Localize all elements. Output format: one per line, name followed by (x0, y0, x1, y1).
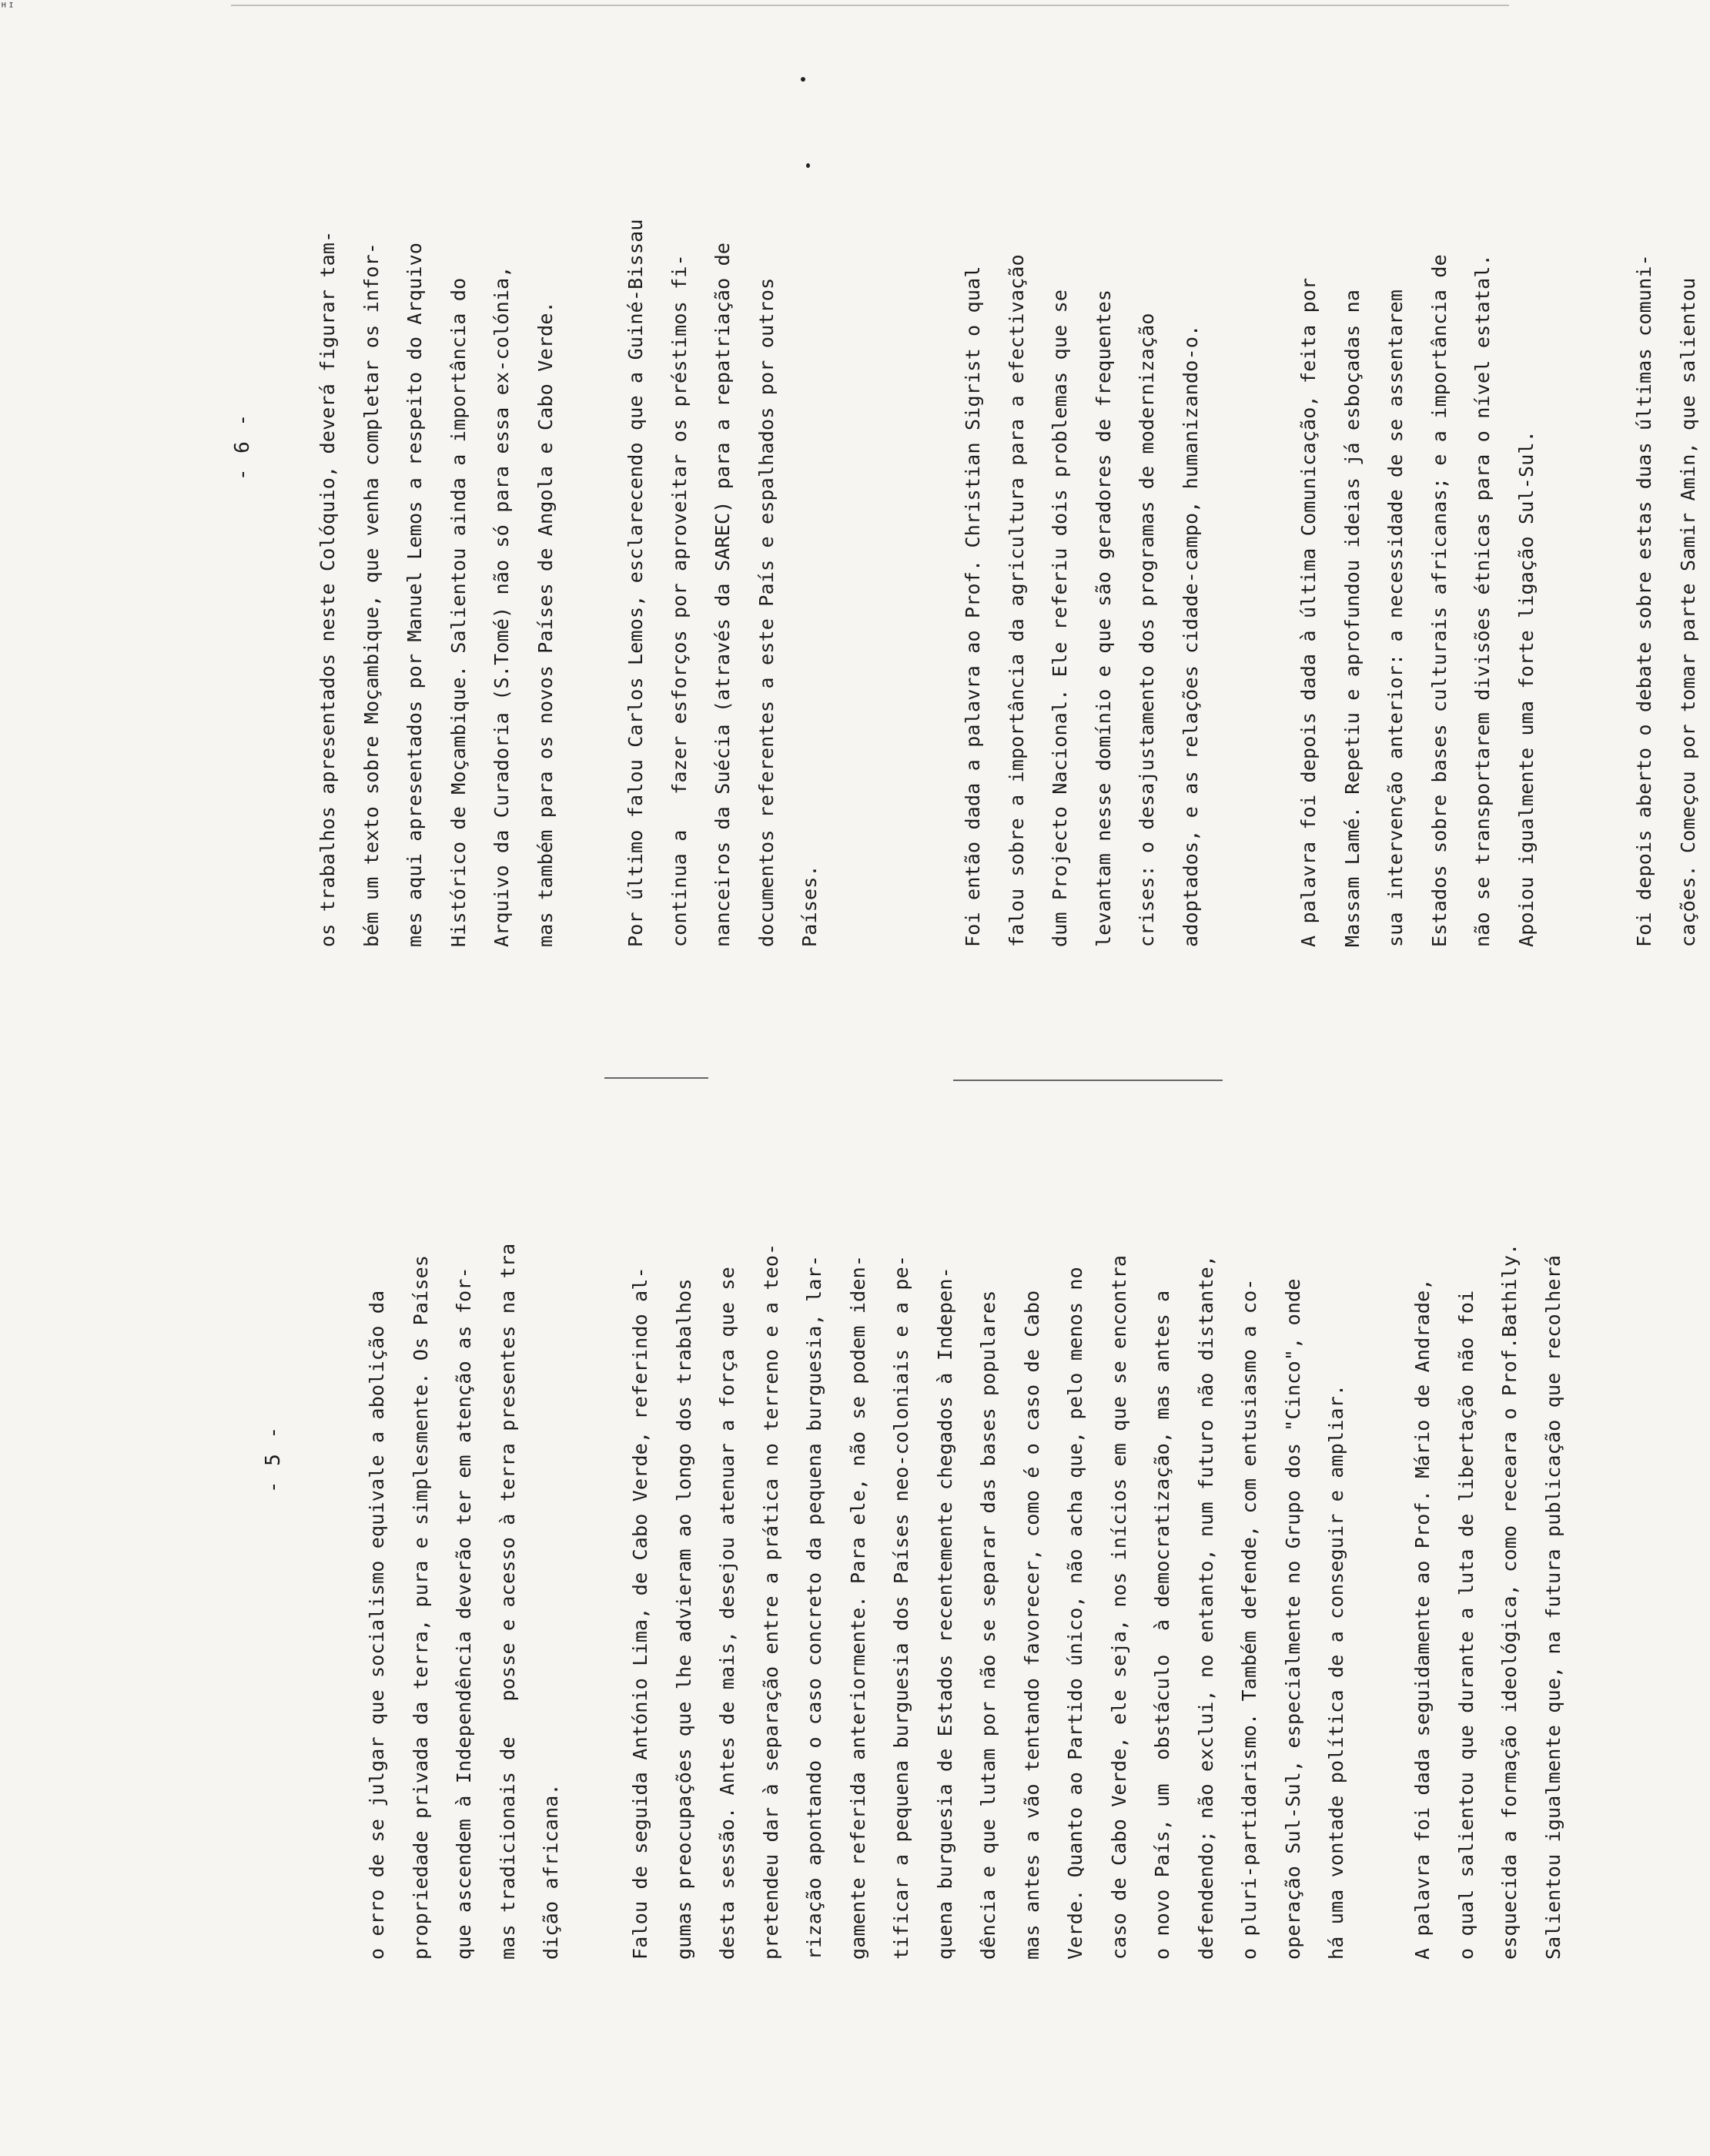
page-5 (262, 959, 1564, 1960)
paragraph: o erro de se julgar que socialismo equivale a abolição da propriedade privada da terra, pura e simplesmente. Os Países que ascendem à Independência deverão ter em atenção as for- mas tradicionais de posse e acesso à terra presentes na tra dição africana. (366, 1243, 562, 1960)
paragraph: A palavra foi dada seguidamente ao Prof. Mário de Andrade, o qual salientou que durante a luta de libertação não foi esquecida a formação ideológica, como receara o Prof.Bathily. Salientou igualmente que, na futura publicação que recolherá (1411, 1243, 1564, 1960)
paragraph: Foi então dada a palavra ao Prof. Christian Sigrist o qual falou sobre a importância da agricultura para a efectivação dum Projecto Nacional. Ele referiu dois problemas que se levantam nesse domínio e que são geradores de frequentes crises: o desajustamento dos programas de modernização adoptados, e as relações cidade-campo, humanizando-o. (962, 254, 1202, 947)
page-number: - 5 - (262, 1424, 285, 1494)
paragraph: Falou de seguida António Lima, de Cabo Verde, referindo al- gumas preocupações que lhe advieram ao longo dos trabalhos desta sessão. Antes de mais, desejou atenuar a força que se pretendeu dar à separação entre a prática no terreno e a teo- rização apontando o caso concreto da pequena burguesia, lar- gamente referida anteriormente. Para ele, não se podem iden- tificar a pequena burguesia dos Países neo-coloniais e a pe- quena burguesia de Estados recentemente chegados à Indepen- dência e que lutam por não se separar das bases populares mas antes a vão tentando favorecer, como é o caso de Cabo Verde. Quanto ao Partido único, não acha que, pelo menos no caso de Cabo Verde, ele seja, nos inícios em que se encontra o novo País, um obstáculo à democratização, mas antes a defendendo; não exclui, no entanto, num futuro não distante, o pluri-partidarismo. Também defende, com entusiasmo a co- operação Sul-Sul, especialmente no Grupo dos "Cinco", onde há uma vontade política de a conseguir e ampliar. (629, 1243, 1347, 1960)
paragraph: Foi depois aberto o debate sobre estas duas últimas comuni- cações. Começou por tomar parte Samir Amin, que salientou (1633, 254, 1699, 947)
paragraph: A palavra foi depois dada à última Comunicação, feita por Massam Lamé. Repetiu e aprofundou ideias já esboçadas na sua intervenção anterior: a necessidade de se assentarem Estados sobre bases culturais africanas; e a importância de não se transportarem divisões étnicas para o nível estatal. Apoiou igualmente uma forte ligação Sul-Sul. (1297, 254, 1538, 947)
page-number: - 6 - (231, 412, 254, 481)
paragraph: os trabalhos apresentados neste Colóquio, deverá figurar tam- bém um texto sobre Moçambique, que venha completar os infor- mes aqui apresentados por Manuel Lemos a respeito do Arquivo Histórico de Moçambique. Salientou ainda a importância do Arquivo da Curadoria (S.Tomé) não só para essa ex-colónia, mas também para os novos Países de Angola e Cabo Verde. (316, 230, 557, 947)
page-6 (231, 0, 1699, 947)
paragraph: Por último falou Carlos Lemos, esclarecendo que a Guiné-Bissau continua a fazer esforços por aproveitar os préstimos fi- nanceiros da Suécia (através da SAREC) para a repatriação de documentos referentes a este País e espalhados por outros Países. (624, 219, 821, 947)
corner-scan-marker: ᴴᴵ (0, 0, 15, 15)
